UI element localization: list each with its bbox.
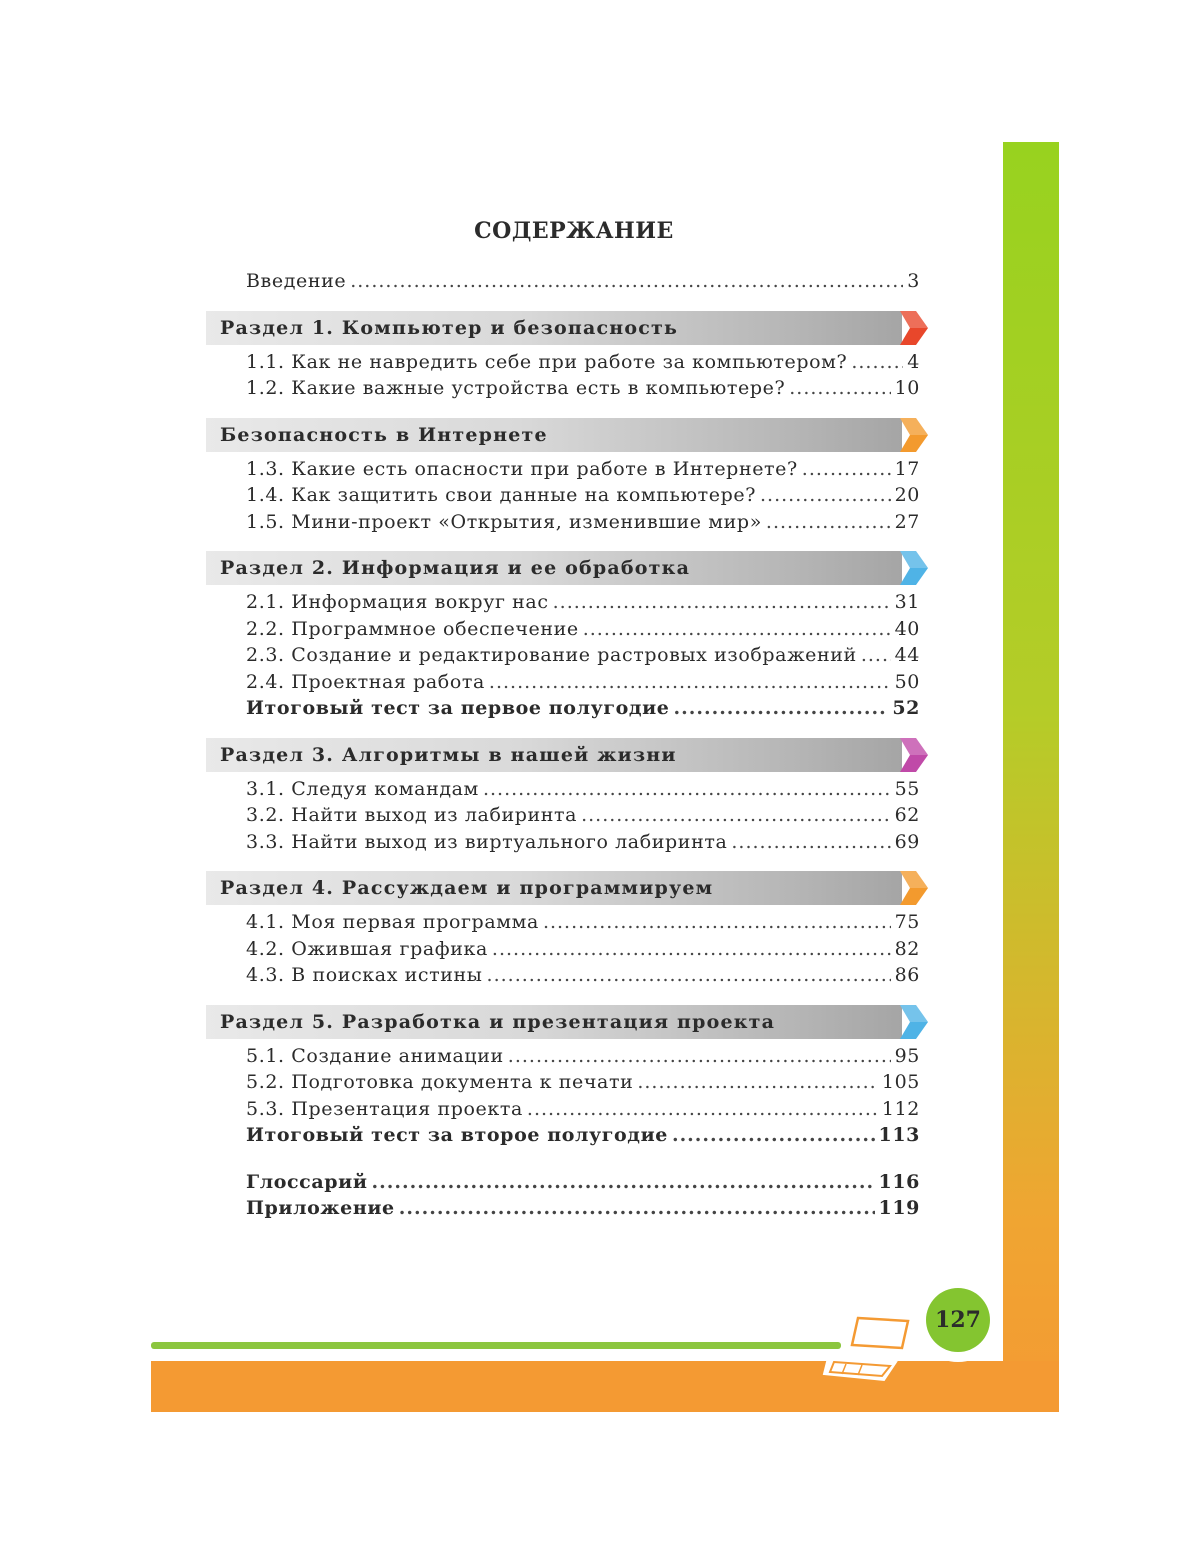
toc-entry-page: 17	[894, 457, 920, 480]
toc-dot-leader	[581, 804, 891, 826]
section-banner	[206, 311, 930, 345]
toc-dot-leader	[487, 964, 891, 986]
toc-entry-title: Введение	[246, 270, 347, 292]
toc-entry	[246, 1197, 920, 1224]
toc-entry-title: 5.3. Презентация проекта	[246, 1097, 523, 1120]
toc-entry	[246, 377, 920, 404]
section-banner	[206, 418, 930, 452]
chevron-right-icon	[896, 736, 930, 774]
toc-dot-leader	[766, 511, 891, 533]
toc-entry-title: 2.3. Создание и редактирование растровых изображений	[246, 644, 857, 666]
toc-entry-title: 1.4. Как защитить свои данные на компьютере?	[246, 484, 756, 506]
toc-entry-title: 5.2. Подготовка документа к печати	[246, 1071, 634, 1093]
toc-entry-title: Глоссарий	[246, 1170, 368, 1193]
toc-entry-title: Итоговый тест за второе полугодие	[246, 1124, 668, 1146]
toc-entry-page: 86	[894, 964, 920, 986]
chevron-right-icon	[896, 416, 930, 454]
toc-dot-leader	[527, 1098, 878, 1120]
toc-entry-page: 44	[894, 644, 920, 666]
toc-entry-page: 50	[894, 670, 920, 693]
section-banner-label: Раздел 4. Рассуждаем и программируем	[220, 877, 714, 899]
toc-dot-leader	[483, 778, 891, 800]
toc-dot-leader	[674, 697, 889, 719]
toc-entry-page: 95	[894, 1044, 920, 1067]
toc-entry-page: 75	[894, 911, 920, 933]
section-banner-label: Безопасность в Интернете	[220, 423, 548, 446]
toc-entry	[246, 938, 920, 965]
toc-entry-page: 31	[894, 591, 920, 613]
toc-entry-title: 1.3. Какие есть опасности при работе в Интернете?	[246, 457, 798, 480]
toc-dot-leader	[861, 644, 891, 666]
toc-dot-leader	[789, 377, 890, 399]
toc-entry-page: 82	[894, 937, 920, 960]
toc-entry-title: 3.2. Найти выход из лабиринта	[246, 804, 578, 826]
toc-entry-page: 113	[878, 1124, 920, 1146]
toc-entry-page: 20	[894, 484, 920, 506]
toc-entry	[246, 831, 920, 858]
toc-entry-page: 116	[878, 1170, 920, 1193]
toc-entry-title: 5.1. Создание анимации	[246, 1044, 504, 1067]
toc-entry-page: 69	[894, 830, 920, 853]
toc-entry	[246, 270, 920, 297]
toc-entry-page: 55	[894, 777, 920, 800]
toc-entry	[246, 1071, 920, 1098]
toc-dot-leader	[350, 270, 903, 292]
toc-dot-leader	[399, 1197, 875, 1219]
bottom-decoration-band	[151, 1361, 1059, 1412]
section-banner	[206, 551, 930, 585]
toc-entry-title: 4.3. В поисках истины	[246, 964, 483, 986]
toc-entry-page: 105	[881, 1071, 920, 1093]
toc-dot-leader	[802, 458, 891, 480]
page-title: СОДЕРЖАНИЕ	[474, 218, 674, 244]
toc-entry	[246, 618, 920, 645]
side-decoration-bar	[1003, 142, 1059, 1412]
toc-entry-title: 4.1. Моя первая программа	[246, 911, 539, 933]
toc-entry-title: 1.2. Какие важные устройства есть в компьютере?	[246, 377, 786, 399]
toc-entry	[246, 1124, 920, 1151]
toc-entry-title: 1.1. Как не навредить себе при работе за компьютером?	[246, 350, 848, 373]
toc-entry-title: 2.2. Программное обеспечение	[246, 617, 579, 640]
toc-entry	[246, 1098, 920, 1125]
toc-dot-leader	[372, 1171, 875, 1193]
toc-dot-leader	[508, 1045, 891, 1067]
toc-dot-leader	[760, 484, 891, 506]
toc-entry-page: 62	[894, 804, 920, 826]
toc-entry	[246, 644, 920, 671]
toc-entry-title: 2.1. Информация вокруг нас	[246, 591, 549, 613]
toc-entry-page: 27	[894, 510, 920, 533]
toc-entry	[246, 1171, 920, 1198]
chevron-right-icon	[896, 869, 930, 907]
toc-entry	[246, 671, 920, 698]
section-banner	[206, 738, 930, 772]
page-number: 127	[926, 1288, 990, 1352]
toc-entry-page: 112	[881, 1097, 920, 1120]
toc-entry	[246, 804, 920, 831]
toc-dot-leader	[851, 351, 903, 373]
toc-entry	[246, 591, 920, 618]
footer-green-line	[151, 1342, 841, 1349]
section-banner	[206, 1005, 930, 1039]
toc-entry-page: 3	[907, 270, 920, 292]
toc-entry	[246, 511, 920, 538]
toc-entry	[246, 911, 920, 938]
toc-entry-title: Итоговый тест за первое полугодие	[246, 697, 670, 719]
toc-entry-page: 10	[894, 377, 920, 399]
toc-dot-leader	[583, 618, 891, 640]
toc-dot-leader	[492, 938, 891, 960]
toc-entry	[246, 778, 920, 805]
toc-dot-leader	[637, 1071, 878, 1093]
section-banner-label: Раздел 1. Компьютер и безопасность	[220, 316, 679, 339]
toc-entry-page: 52	[892, 697, 920, 719]
toc-entry	[246, 1045, 920, 1072]
toc-dot-leader	[731, 831, 890, 853]
toc-entry-page: 40	[894, 617, 920, 640]
toc-entry-page: 4	[907, 350, 920, 373]
toc-entry	[246, 964, 920, 991]
toc-entry-title: Приложение	[246, 1197, 395, 1219]
toc-entry	[246, 484, 920, 511]
toc-entry-title: 4.2. Ожившая графика	[246, 937, 488, 960]
toc-entry-title: 3.1. Следуя командам	[246, 777, 479, 800]
section-banner-label: Раздел 5. Разработка и презентация проекта	[220, 1010, 776, 1033]
toc-entry	[246, 351, 920, 378]
chevron-right-icon	[896, 549, 930, 587]
toc-entry-page: 119	[878, 1197, 920, 1219]
toc-dot-leader	[553, 591, 891, 613]
section-banner-label: Раздел 2. Информация и ее обработка	[220, 557, 691, 579]
toc-dot-leader	[672, 1124, 875, 1146]
section-banner-label: Раздел 3. Алгоритмы в нашей жизни	[220, 743, 677, 766]
toc-entry	[246, 458, 920, 485]
section-banner	[206, 871, 930, 905]
laptop-icon	[822, 1308, 922, 1384]
toc-entry	[246, 697, 920, 724]
table-of-contents	[206, 270, 930, 1224]
chevron-right-icon	[896, 1003, 930, 1041]
toc-entry-title: 2.4. Проектная работа	[246, 670, 485, 693]
toc-dot-leader	[489, 671, 891, 693]
toc-entry-title: 3.3. Найти выход из виртуального лабиринта	[246, 830, 728, 853]
chevron-right-icon	[896, 309, 930, 347]
toc-entry-title: 1.5. Мини-проект «Открытия, изменившие мир»	[246, 510, 762, 533]
toc-dot-leader	[543, 911, 891, 933]
